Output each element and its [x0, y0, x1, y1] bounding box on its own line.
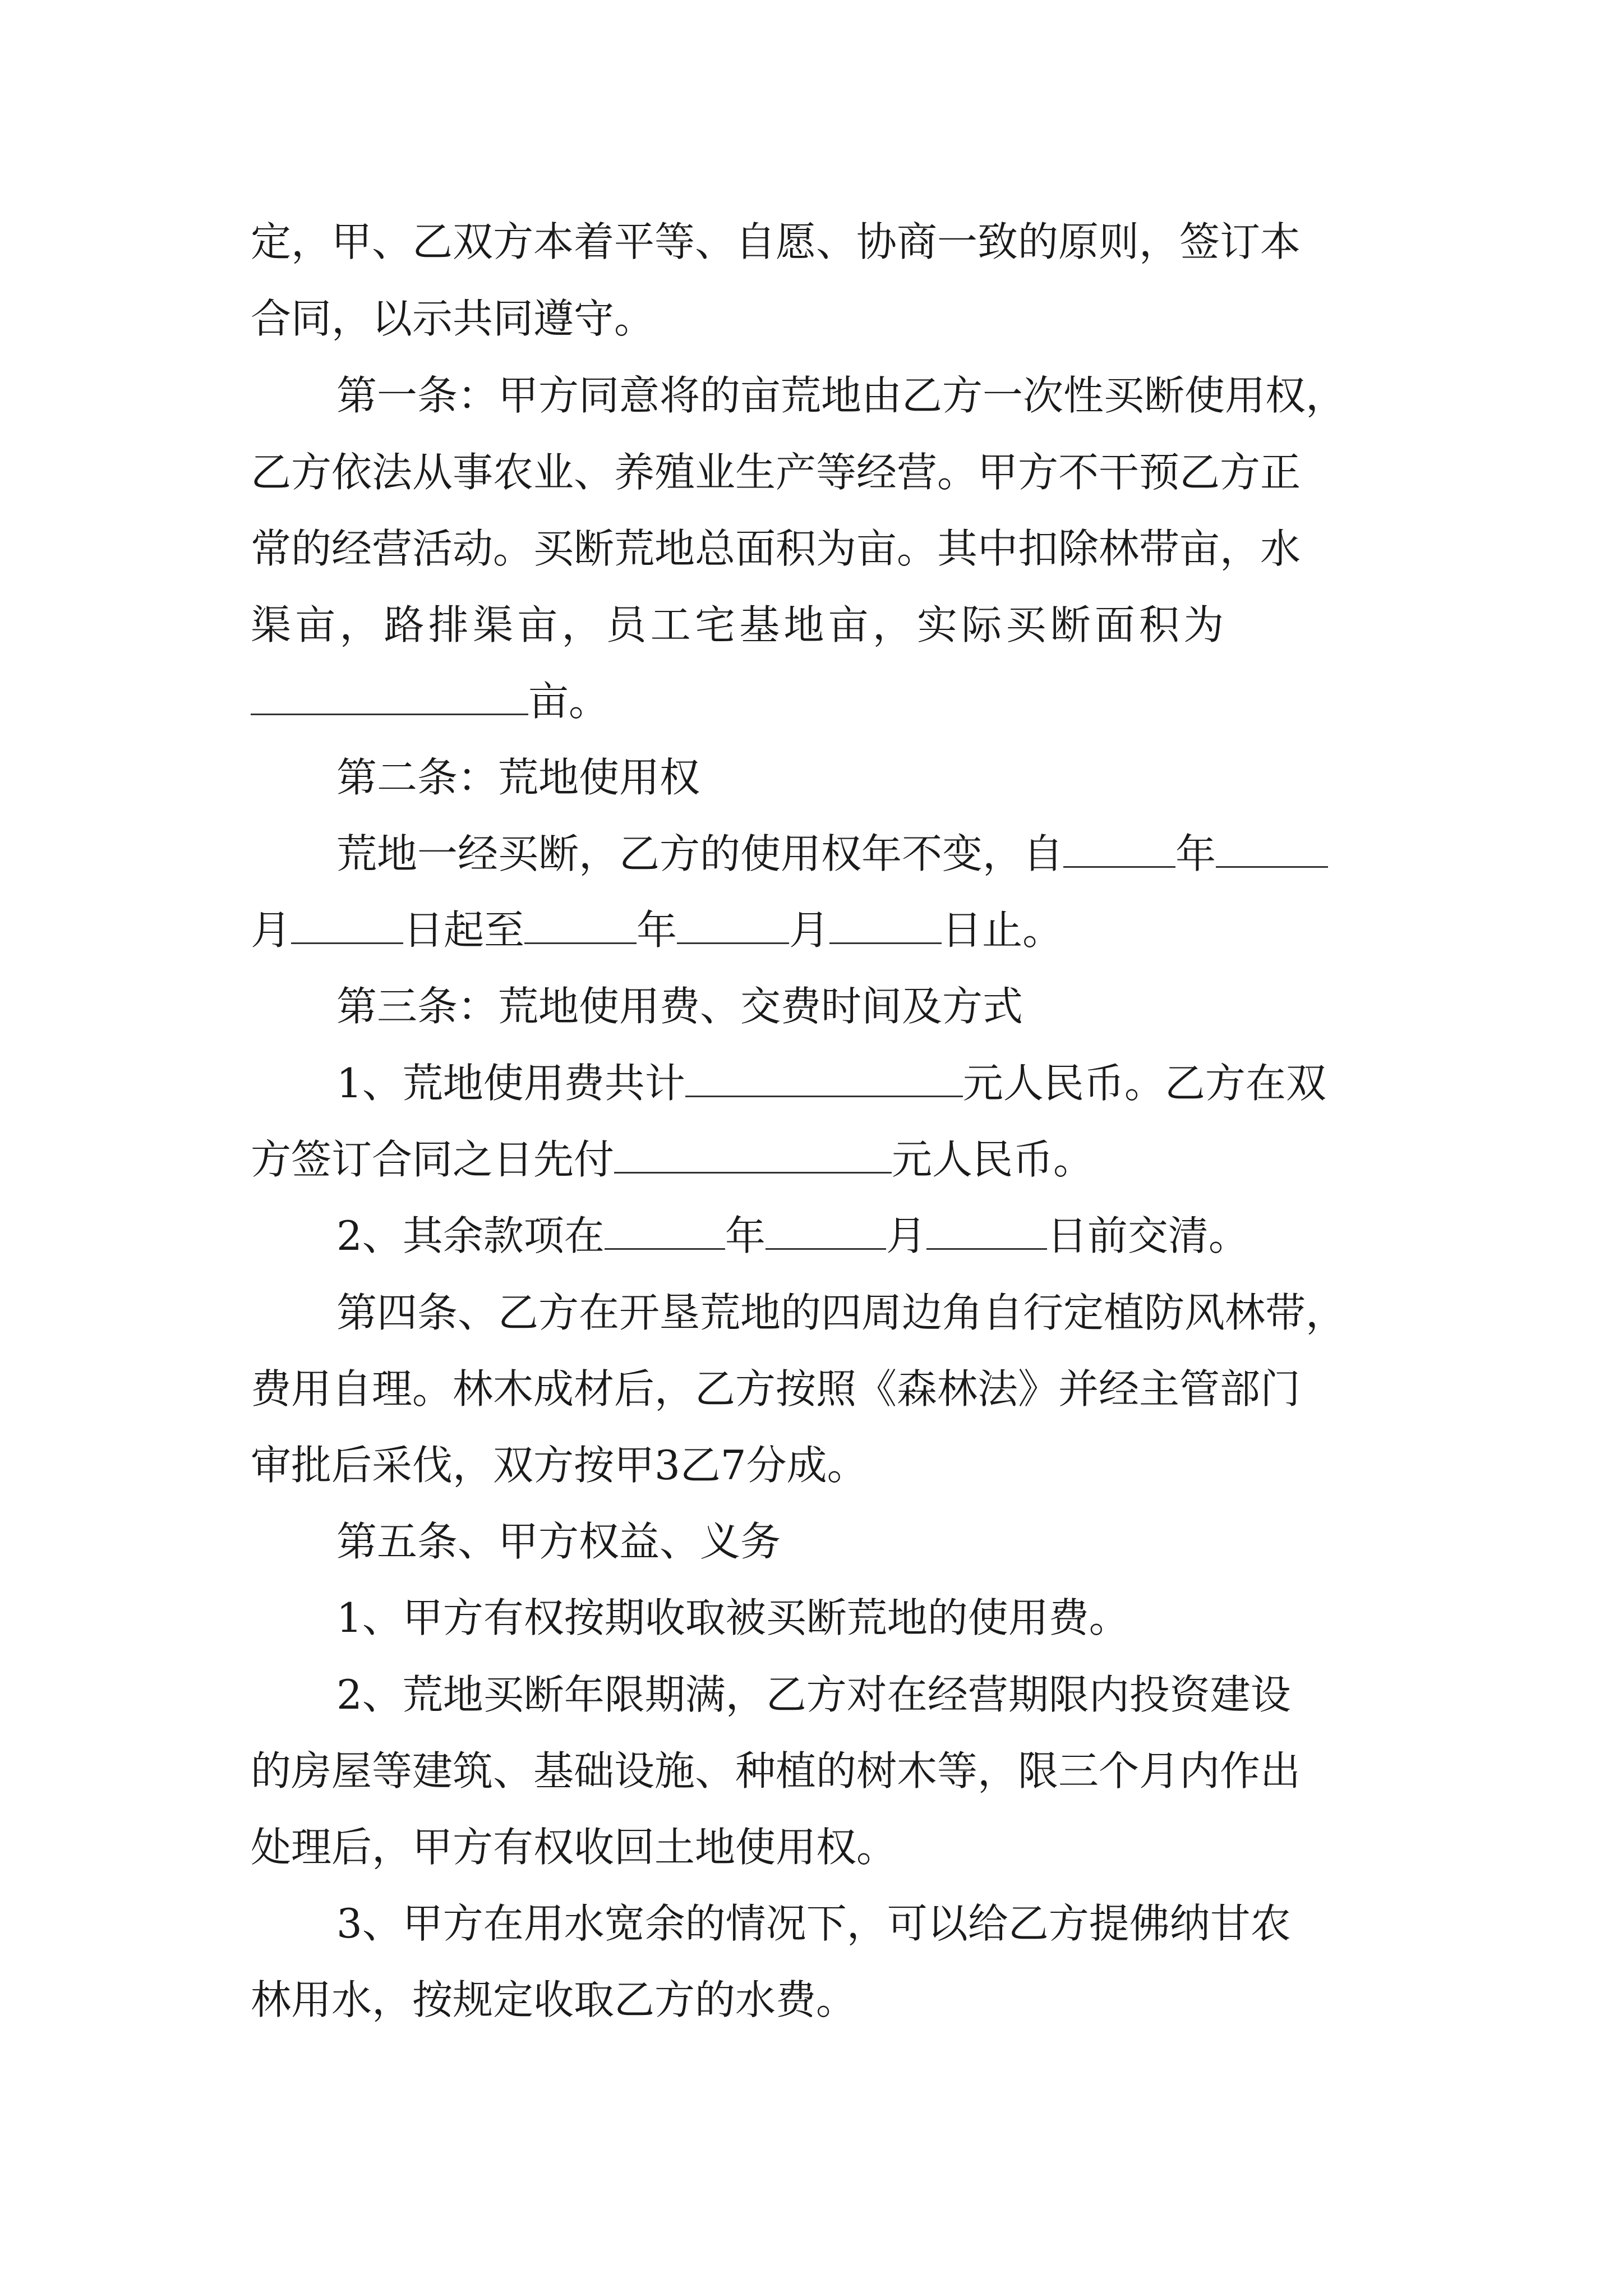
text-line	[251, 670, 609, 732]
text-line	[251, 1129, 1094, 1190]
text-fragment: 荒地一经买断，乙方的使用权年不变，自	[336, 830, 1064, 877]
text-line: 1、甲方有权按期收取被买断荒地的使用费。	[336, 1594, 1129, 1641]
text-fragment: 1、荒地使用费共计	[336, 1060, 685, 1107]
text-line: 林用水，按规定收取乙方的水费。	[251, 1976, 857, 2023]
text-fragment: 元人民币。	[892, 1136, 1094, 1183]
fill-blank[interactable]	[685, 1056, 963, 1097]
text-fragment: 月	[886, 1212, 926, 1259]
text-fragment: 月	[789, 907, 830, 954]
fill-blank[interactable]	[524, 903, 637, 944]
text-line: 2、荒地买断年限期满，乙方对在经营期限内投资建设	[336, 1671, 1291, 1718]
fill-blank[interactable]	[291, 903, 403, 944]
text-fragment: 日前交清。	[1046, 1212, 1249, 1259]
text-line: 处理后，甲方有权收回土地使用权。	[251, 1824, 897, 1871]
fill-blank[interactable]	[251, 674, 528, 715]
text-line: 审批后采伐，双方按甲3乙7分成。	[251, 1442, 868, 1489]
article-2-heading: 第二条：荒地使用权	[336, 754, 700, 801]
text-fragment: 2、其余款项在	[336, 1212, 605, 1259]
article-5-heading: 第五条、甲方权益、义务	[336, 1518, 781, 1565]
text-line	[251, 899, 1063, 961]
text-fragment: 亩。	[528, 678, 610, 725]
text-fragment: 方签订合同之日先付	[251, 1136, 615, 1183]
fill-blank[interactable]	[829, 903, 942, 944]
fill-blank[interactable]	[605, 1209, 725, 1250]
text-line: 费用自理。林木成材后，乙方按照《森林法》并经主管部门	[251, 1365, 1301, 1412]
fill-blank[interactable]	[614, 1133, 892, 1174]
fill-blank[interactable]	[766, 1209, 886, 1250]
text-fragment: 日止。	[942, 907, 1063, 954]
text-line	[336, 1052, 1326, 1114]
article-1-heading-line: 第一条：甲方同意将的亩荒地由乙方一次性买断使用权，	[336, 372, 1347, 419]
article-3-heading: 第三条：荒地使用费、交费时间及方式	[336, 983, 1023, 1030]
text-line: 3、甲方在用水宽余的情况下，可以给乙方提佛纳甘农	[336, 1900, 1291, 1947]
text-fragment: 年	[1175, 830, 1216, 877]
text-fragment: 元人民币。乙方在双	[962, 1060, 1326, 1107]
text-line: 乙方依法从事农业、养殖业生产等经营。甲方不干预乙方正	[251, 449, 1301, 496]
text-line	[336, 823, 1328, 885]
text-fragment: 年	[637, 907, 677, 954]
text-line: 定，甲、乙双方本着平等、自愿、协商一致的原则，签订本	[251, 218, 1301, 265]
text-line	[336, 1205, 1249, 1267]
text-line: 常的经营活动。买断荒地总面积为亩。其中扣除林带亩，水	[251, 525, 1301, 572]
text-line: 渠亩，路排渠亩，员工宅基地亩，实际买断面积为	[251, 601, 1228, 648]
fill-blank[interactable]	[1216, 827, 1328, 868]
text-line: 的房屋等建筑、基础设施、种植的树木等，限三个月内作出	[251, 1747, 1301, 1795]
text-fragment: 年	[725, 1212, 766, 1259]
fill-blank[interactable]	[926, 1209, 1047, 1250]
text-fragment: 日起至	[403, 907, 525, 954]
text-line: 合同，以示共同遵守。	[251, 295, 655, 342]
article-4-line: 第四条、乙方在开垦荒地的四周边角自行定植防风林带，	[336, 1289, 1347, 1336]
fill-blank[interactable]	[677, 903, 789, 944]
text-fragment: 月	[251, 907, 292, 954]
fill-blank[interactable]	[1063, 827, 1175, 868]
